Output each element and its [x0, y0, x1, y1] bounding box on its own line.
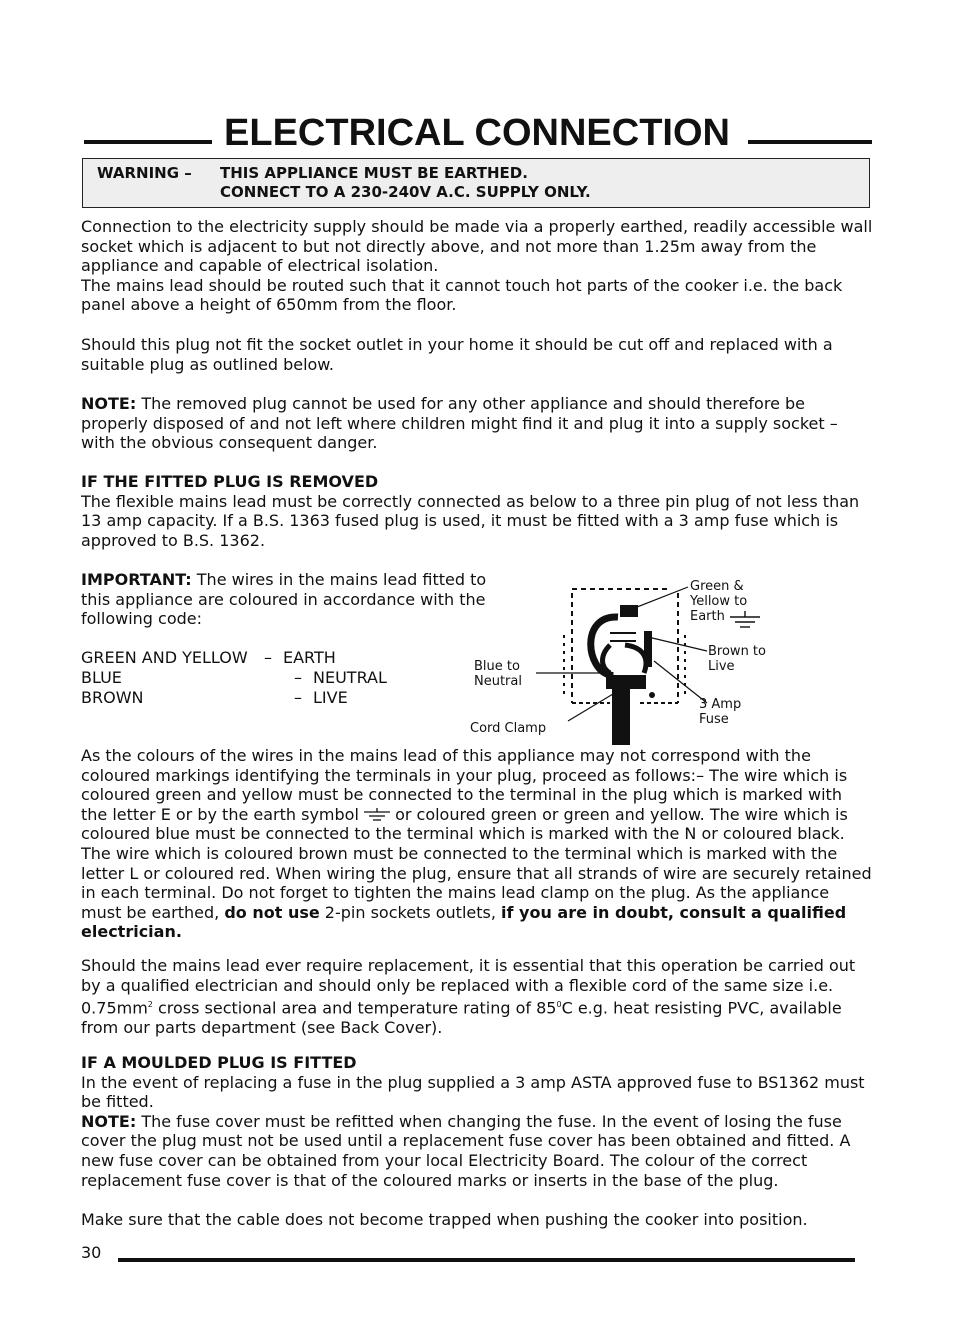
colour-dash: –: [264, 648, 272, 667]
colour-meaning: LIVE: [313, 688, 348, 707]
moulded-plug-note: NOTE: The fuse cover must be refitted when changing the fuse. In the event of losing the fuse cover the plug must not be used until a replacement fuse cover has been obtained and fitted. A new fuse cover can be obtained from your local Electricity Board. The colour of the correct replacement fuse cover is that of the coloured marks or inserts in the base of the plug.: [81, 1111, 851, 1190]
warning-line-2: CONNECT TO A 230-240V A.C. SUPPLY ONLY.: [220, 183, 591, 201]
label-fuse: 3 Amp Fuse: [699, 697, 742, 727]
moulded-plug-heading: IF A MOULDED PLUG IS FITTED: [81, 1053, 357, 1072]
fitted-plug-removed-heading: IF THE FITTED PLUG IS REMOVED: [81, 472, 379, 491]
live-terminal-screw: [649, 692, 655, 698]
label-live: Brown to Live: [708, 644, 766, 674]
colour-code-row: [81, 688, 411, 708]
important-text: The wires in the mains lead fitted to this appliance are coloured in accordance with the following code:: [81, 570, 487, 629]
fitted-plug-removed-section: [81, 472, 873, 550]
colour-code-row: [81, 668, 411, 688]
note-removed-plug: [81, 394, 873, 453]
warning-line-1: THIS APPLIANCE MUST BE EARTHED.: [220, 164, 528, 182]
moulded-plug-text: In the event of replacing a fuse in the plug supplied a 3 amp ASTA approved fuse to BS1362 must be fitted.: [81, 1072, 865, 1112]
lead-replacement: Should the mains lead ever require replacement, it is essential that this operation be carried out by a qualified electrician and should only be replaced with a flexible cord of the same size i.e. $0.75mm^2$ cross sectional area and temperature rating of $85^0C$ e.g. heat resisting PVC, available from our parts department (see Back Cover).: [81, 956, 856, 1038]
moulded-plug-section: [81, 1053, 873, 1190]
label-earth: Green & Yellow to Earth: [690, 579, 748, 624]
important-note: [81, 570, 501, 629]
footer-rule: [118, 1258, 855, 1262]
warning-box: [82, 158, 870, 208]
earth-symbol-inline-icon: [364, 808, 390, 822]
fitted-plug-removed-text: The flexible mains lead must be correctly connected as below to a three pin plug of not less than 13 amp capacity. If a B.S. 1363 fused plug is used, it must be fitted with a 3 amp fuse which is approved to B.S. 1362.: [81, 491, 860, 550]
wiring-instructions: As the colours of the wires in the mains lead of this appliance may not correspond with the coloured markings identifying the terminals in your plug, proceed as follows:– The wire which is coloured green and yellow must be connected to the terminal in the plug which is marked with the letter E or by the earth symbol or coloured green or green and yellow. The wire which is coloured blue must be connected to the terminal which is marked with the N or coloured black. The wire which is coloured brown must be connected to the terminal which is marked with the letter L or coloured red. When wiring the plug, ensure that all strands of wire are securely retained in each terminal. Do not forget to tighten the mains lead clamp on the plug. As the appliance must be earthed, do not use 2-pin sockets outlets, if you are in doubt, consult a qualified electrician.: [81, 746, 872, 942]
colour-meaning: EARTH: [283, 648, 336, 667]
intro-paragraph-3: Should this plug not fit the socket outlet in your home it should be cut off and replaced with a suitable plug as outlined below.: [81, 335, 833, 374]
page-number: 30: [81, 1243, 102, 1262]
important-label: IMPORTANT:: [81, 570, 192, 589]
title-rule-right: [748, 140, 872, 144]
colour-name: BROWN: [81, 688, 144, 707]
colour-name: BLUE: [81, 668, 122, 687]
colour-meaning: NEUTRAL: [313, 668, 387, 687]
colour-name: GREEN AND YELLOW: [81, 648, 248, 667]
intro-paragraph-1: Connection to the electricity supply should be made via a properly earthed, readily accessible wall socket which is adjacent to but not directly above, and not more than 1.25m away from the appliance and capable of electrical isolation.: [81, 217, 873, 276]
final-note: Make sure that the cable does not become trapped when pushing the cooker into position.: [81, 1210, 808, 1229]
page-title: ELECTRICAL CONNECTION: [224, 112, 730, 154]
mains-cable: [612, 689, 630, 745]
warning-label: WARNING –: [97, 164, 192, 182]
colour-dash: –: [294, 688, 302, 707]
intro-paragraph-2: The mains lead should be routed such that it cannot touch hot parts of the cooker i.e. the back panel above a height of 650mm from the floor.: [81, 275, 843, 315]
intro-section: [81, 217, 873, 315]
colour-dash: –: [294, 668, 302, 687]
label-neutral: Blue to Neutral: [474, 659, 522, 689]
note-label: NOTE:: [81, 394, 137, 413]
colour-code-row: [81, 648, 411, 668]
note-text: The removed plug cannot be used for any other appliance and should therefore be properly disposed of and not left where children might find it and plug it into a supply socket – with the obvious consequent danger.: [81, 394, 838, 453]
cord-clamp: [606, 675, 646, 689]
colour-code-list: [81, 648, 411, 708]
fuse-body: [644, 631, 652, 667]
earth-terminal: [620, 605, 638, 617]
neutral-wire: [603, 645, 611, 673]
live-wire: [625, 645, 646, 673]
label-cord-clamp: Cord Clamp: [470, 721, 547, 736]
